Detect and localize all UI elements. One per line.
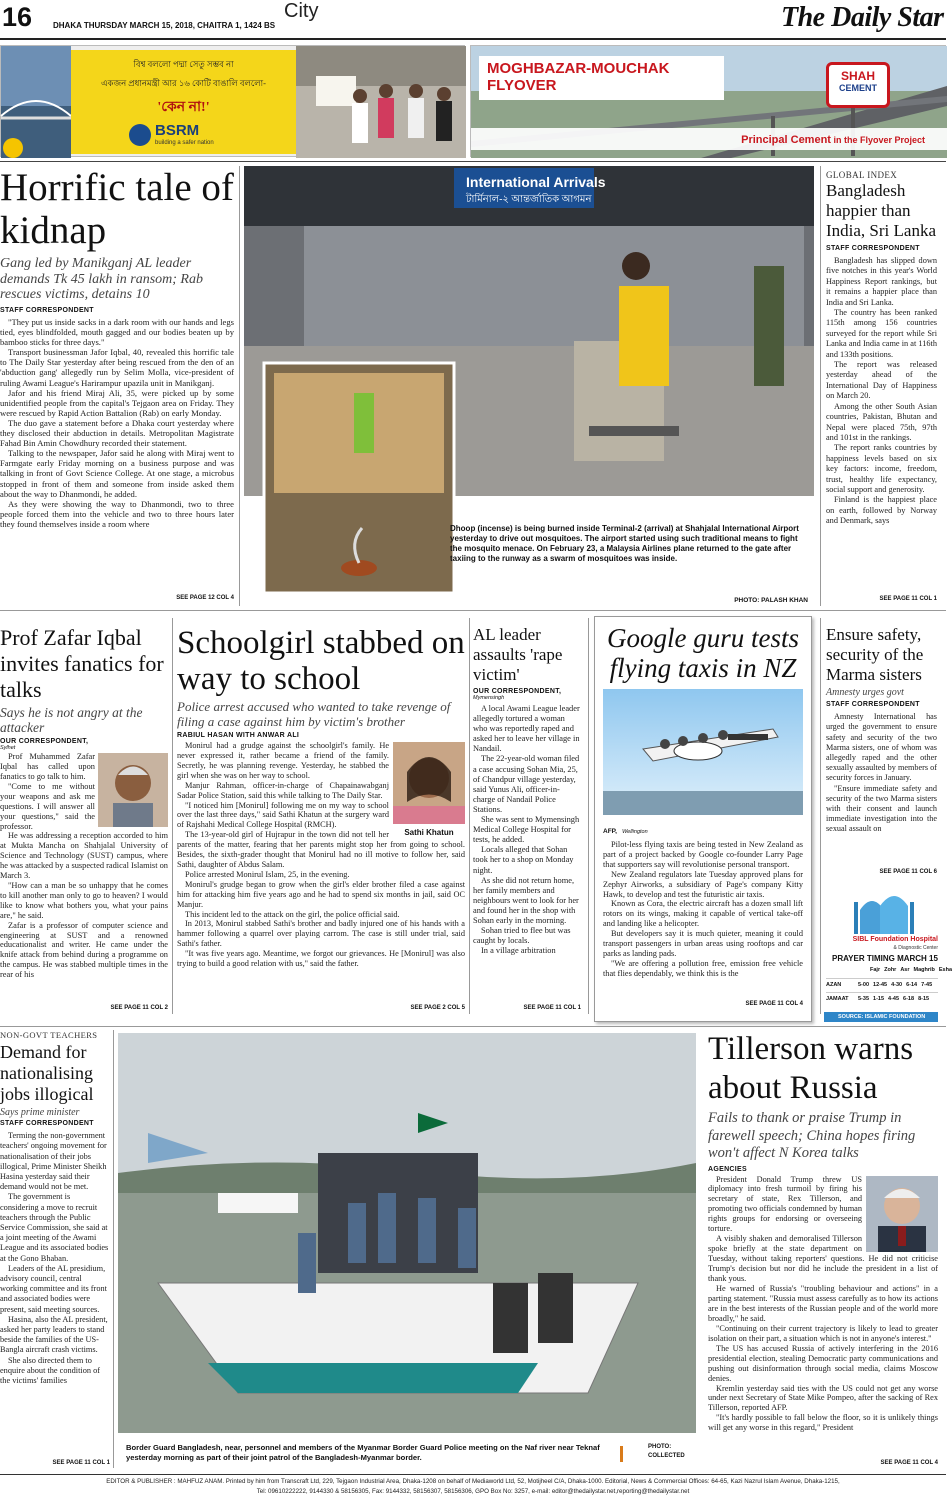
schoolgirl-para: Manjur Rahman, officer-in-charge of Chapainawabganj Sadar Police Station, said this while talking to The Daily Star. bbox=[177, 780, 389, 800]
google-headline: Google guru tests flying taxis in NZ bbox=[607, 623, 799, 683]
kidnap-para: "They put us inside sacks in a dark room with our hands and legs tied, eyes blindfolded, mouth gagged and our bodies beaten up by bamboo sticks for three days." bbox=[0, 317, 234, 348]
teachers-kicker: NON-GOVT TEACHERS bbox=[0, 1030, 98, 1040]
column-rule bbox=[820, 618, 821, 1014]
shah-cement-ad bbox=[470, 45, 946, 157]
zafar-para: "How can a man be so unhappy that he comes to kill another man only to go to heaven? I would like to know what bothers you, what your pains are," he said. bbox=[0, 881, 168, 920]
happiness-para: The report was released yesterday ahead of the International Day of Happiness on March 20. bbox=[826, 360, 937, 401]
zafar-place: Sylhet bbox=[0, 745, 16, 752]
prayer-row bbox=[826, 978, 938, 988]
prayer-header-row bbox=[826, 967, 952, 973]
flyover-title-line2: FLYOVER bbox=[487, 77, 557, 94]
prayer-time: 4-45 bbox=[888, 996, 900, 1002]
happiness-jump: SEE PAGE 11 COL 1 bbox=[879, 596, 937, 602]
ad-rule bbox=[0, 161, 946, 162]
teachers-body bbox=[0, 1131, 110, 1386]
kidnap-story bbox=[0, 166, 234, 604]
kidnap-para: As they were showing the way to Dhanmondi, two to three people forced them into the vehicle and two to three hours later they found themselves inside a room where bbox=[0, 498, 234, 529]
mosque-icon bbox=[852, 888, 916, 934]
marma-body bbox=[826, 712, 937, 834]
happiness-story bbox=[826, 170, 937, 606]
border-photo-block bbox=[118, 1033, 696, 1468]
kidnap-byline: STAFF CORRESPONDENT bbox=[0, 307, 94, 315]
prayer-row-label: AZAN bbox=[826, 982, 842, 988]
bridge-graphic bbox=[1, 46, 71, 158]
tillerson-story bbox=[708, 1030, 938, 1468]
prayer-title: PRAYER TIMING MARCH 15 bbox=[832, 954, 938, 963]
section-title: City bbox=[284, 0, 319, 22]
column-rule bbox=[172, 618, 173, 1014]
masthead bbox=[0, 0, 946, 40]
teachers-headline: Demand for nationalising jobs illogical bbox=[0, 1042, 94, 1104]
footer-imprint: EDITOR & PUBLISHER : MAHFUZ ANAM. Printed by him from Transcraft Ltd, 229, Tejgaon Industrial Area, Dhaka-1208 on behalf of Mediaworld Ltd, 52, Motijheel C/A, Dhaka-1000. Editorial, News & Commercial Offices: 64-65, Kazi Nazrul Islam Avenue, Dhaka-1215, bbox=[106, 1478, 840, 1485]
column-rule bbox=[239, 166, 240, 606]
happiness-para: Finland is the happiest place on earth, followed by Norway and Denmark, says bbox=[826, 495, 937, 526]
google-para: New Zealand regulators late Tuesday approved plans for Zephyr Airworks, a subsidiary of Page's company Kitty Hawk, to develop and test the futuristic air taxis. bbox=[603, 869, 803, 899]
al-para: In a village arbitration bbox=[481, 946, 556, 956]
happiness-para: The report ranks countries by happiness levels based on six key factors: income, freedom, trust, healthy life expectancy, social support and generosity. bbox=[826, 443, 937, 494]
bsrm-text-panel bbox=[71, 50, 296, 154]
dateline: DHAKA THURSDAY MARCH 15, 2018, CHAITRA 1, 1424 BS bbox=[53, 21, 276, 30]
prayer-time: 7-45 bbox=[921, 982, 933, 988]
google-credit-place: Wellington bbox=[622, 829, 648, 835]
airport-photo-block bbox=[244, 166, 814, 604]
schoolgirl-deck: Police arrest accused who wanted to take revenge of filing a case against him by victim's brother bbox=[177, 699, 451, 729]
google-jump: SEE PAGE 11 COL 4 bbox=[745, 1001, 803, 1007]
al-jump: SEE PAGE 11 COL 1 bbox=[523, 1005, 581, 1011]
schoolgirl-para: Monirul had a grudge against the schoolgirl's family. He never expressed it, rather became a friend of the family. Secretly, he was planning revenge. Yesterday, he stabbed the girl when she was on her way to school. bbox=[177, 741, 389, 780]
happiness-para: Bangladesh has slipped down five notches in this year's World Happiness Report rankings, but it remains a happier place than India and Sri Lanka. bbox=[826, 256, 937, 307]
prayer-sponsor: SIBL Foundation Hospital bbox=[852, 936, 938, 943]
shah-footer-strong: Principal Cement bbox=[741, 134, 831, 146]
schoolgirl-para: This incident led to the attack on the girl, the police official said. bbox=[185, 909, 400, 919]
border-guard-photo bbox=[118, 1033, 696, 1433]
sathi-caption: Sathi Khatun bbox=[404, 828, 454, 838]
teachers-story bbox=[0, 1030, 110, 1468]
border-credit: COLLECTED bbox=[648, 1453, 685, 1459]
schoolgirl-headline: Schoolgirl stabbed on way to school bbox=[177, 625, 465, 697]
happiness-byline: STAFF CORRESPONDENT bbox=[826, 245, 920, 252]
google-para: But developers say it is much quieter, meaning it could transport passengers in urban areas using rooftops and car parks as landing pads. bbox=[603, 929, 803, 958]
schoolgirl-para: Police arrested Monirul Islam, 25, in the evening. bbox=[185, 869, 350, 879]
bsrm-brand: BSRM bbox=[155, 122, 200, 139]
shah-footer-bar bbox=[471, 128, 947, 150]
schoolgirl-para: The 13-year-old girl of Hujrapur in the town did not tell her parents of the matter, fearing that her parents might stop her from going to school. Besides, the sixth-grader thought that Monirul had no ill motive to follow her, said Sathi, daughter of Abdus Salam. bbox=[177, 830, 465, 869]
al-leader-story bbox=[473, 625, 581, 1015]
prayer-time: 6-18 bbox=[903, 996, 915, 1002]
sathi-photo bbox=[393, 742, 465, 824]
kidnap-para: The duo gave a statement before a Dhaka court yesterday where they disclosed their abduction in details. Metropolitan Magistrate Fahad Bin Amin Chowdhury recorded their statement. bbox=[0, 417, 234, 449]
border-credit-label: PHOTO: bbox=[648, 1444, 672, 1450]
tillerson-jump: SEE PAGE 11 COL 4 bbox=[880, 1460, 938, 1466]
row-rule bbox=[0, 610, 946, 611]
prayer-table bbox=[826, 967, 952, 1002]
kidnap-para: Jafor and his friend Miraj Ali, 35, were picked up by some unidentified people from the capital's Tejgaon area on Friday. They were rescued by Rapid Action Battalion (Rab) on early Monday. bbox=[0, 387, 234, 418]
google-credit-agency: AFP, bbox=[603, 828, 617, 835]
tillerson-para: He warned of Russia's "troubling behaviour and actions" in a parting statement. "Russia must assess carefully as to how its actions are in the best interests of the Russian people and of the world more broadly," he said. bbox=[708, 1283, 938, 1323]
prayer-time: 12-45 bbox=[873, 982, 888, 988]
zafar-deck: Says he is not angry at the attacker bbox=[0, 705, 143, 736]
happiness-headline: Bangladesh happier than India, Sri Lanka bbox=[826, 181, 936, 240]
kidnap-deck: Gang led by Manikganj AL leader demands Tk 45 lakh in ransom; Rab rescues victims, detains 10 bbox=[0, 256, 203, 303]
happiness-para: Among the other South Asian countries, Pakistan, Bhutan and Nepal were placed 75th, 97th and 101st in the rankings. bbox=[826, 401, 937, 442]
tillerson-para: "Continuing on their current trajectory is likely to lead to greater isolation on their part, a situation which is not in anyone's interest." bbox=[708, 1323, 938, 1343]
shah-logo-line1: SHAH bbox=[840, 69, 875, 83]
prayer-header: Esha bbox=[938, 967, 952, 973]
google-para: "We are offering a pollution free, emission free vehicle that flies dependably, we think this is the bbox=[603, 958, 803, 978]
bsrm-line1: বিশ্ব বললো পদ্মা সেতু সম্ভব না bbox=[133, 59, 234, 69]
prayer-time: 6-14 bbox=[906, 982, 918, 988]
al-para: Sohan tried to flee but was caught by locals. bbox=[473, 926, 571, 946]
schoolgirl-jump: SEE PAGE 2 COL 5 bbox=[410, 1005, 465, 1011]
marma-jump: SEE PAGE 11 COL 6 bbox=[879, 869, 937, 875]
zafar-para: He was addressing a reception accorded to him at Mukta Mancha on Shahjalal University of Science and Technology (SUST) campus, where he was attacked by a suspected radical Islamist on March 3. bbox=[0, 831, 168, 881]
kidnap-para: Transport businessman Jafor Iqbal, 40, revealed this horrific tale to The Daily Star yesterday after being rescued from the den of an 'abduction gang' allegedly run by Selim Molla, vice-president of ruling Awami League's Harirampur upazila unit in Manikganj. bbox=[0, 347, 234, 388]
prayer-header: Asr bbox=[900, 967, 910, 973]
al-place: Mymensingh bbox=[473, 695, 505, 701]
tillerson-para: President Donald Trump threw US diplomacy into fresh turmoil by firing his secretary of state, Rex Tillerson, and promoting two officials condemned by human rights groups for endorsing or overseeing torture. bbox=[708, 1174, 862, 1234]
prayer-row bbox=[826, 992, 938, 1002]
prayer-header: Maghrib bbox=[913, 967, 935, 973]
teachers-para: She also directed them to enquire about the condition of the victims' families bbox=[0, 1355, 100, 1386]
prayer-row-label: JAMAAT bbox=[826, 996, 849, 1002]
prayer-header: Fajr bbox=[870, 967, 881, 973]
prayer-time: 1-15 bbox=[873, 996, 885, 1002]
schoolgirl-para: In 2013, Monirul stabbed Sathi's brother and badly injured one of his hands with a hammer following a quarrel over playing carrom. The case is still under trial, said Sathi's father. bbox=[177, 919, 465, 949]
kidnap-jump: SEE PAGE 12 COL 4 bbox=[176, 595, 234, 601]
marma-para: Amnesty International has urged the government to ensure safety and security of the two Marma sisters, one of whom was allegedly raped and the other sexually assaulted by members of security forces in January. bbox=[826, 712, 937, 783]
marma-story bbox=[826, 625, 937, 879]
prayer-time: 5-35 bbox=[858, 996, 870, 1002]
footer-rule bbox=[0, 1474, 946, 1475]
kidnap-headline: Horrific tale of kidnap bbox=[0, 166, 234, 252]
sathi-photo-block bbox=[393, 742, 465, 837]
teachers-byline: STAFF CORRESPONDENT bbox=[0, 1120, 94, 1128]
tillerson-para: Kremlin yesterday said ties with the US could not get any worse under next Secretary of State Mike Pompeo, after the sacking of Rex Tillerson, reported AFP. bbox=[708, 1383, 938, 1413]
column-rule bbox=[588, 618, 589, 1014]
bsrm-ad bbox=[0, 45, 465, 157]
shah-cement-logo bbox=[826, 62, 890, 108]
zafar-byline: OUR CORRESPONDENT, bbox=[0, 738, 89, 746]
al-para: She was sent to Mymensingh Medical College Hospital for tests, he added. bbox=[473, 815, 580, 845]
teachers-para: The government is considering a move to recruit teachers through the Public Service Commission, she said at a joint meeting of the Awami League and its associated bodies at the Gono Bhaban. bbox=[0, 1192, 109, 1263]
zafar-story bbox=[0, 625, 168, 1015]
border-caption: Border Guard Bangladesh, near, personnel and members of the Myanmar Border Guard Police meeting on the Naf river near Teknaf yesterday morning as part of their joint patrol of the Bangladesh-Myanmar border. bbox=[126, 1443, 600, 1462]
bsrm-logo-icon bbox=[129, 124, 151, 146]
prayer-time: 4-30 bbox=[891, 982, 903, 988]
column-rule bbox=[113, 1030, 114, 1468]
zafar-para: Prof Muhammed Zafar Iqbal has called upon fanatics to go talk to him. bbox=[0, 752, 95, 782]
google-credit bbox=[603, 818, 803, 837]
zafar-para: Zafar is a professor of computer science and engineering at SUST and a renowned educationalist and writer. He came under the knife attack from behind during a programme on the campus. He was stabbed multiple times in the rear of his bbox=[0, 920, 168, 980]
page-number: 16 bbox=[2, 2, 33, 32]
happiness-para: The country has been ranked 115th among 156 countries surveyed for the report while Sri Lanka and India came in at 116th and 133th positions. bbox=[826, 308, 937, 359]
google-para: Pilot-less flying taxis are being tested in New Zealand as part of a project backed by Google co-founder Larry Page that supporters say will revolutionise personal transport. bbox=[603, 840, 803, 869]
airport-caption: Dhoop (incense) is being burned inside Terminal-2 (arrival) at Shahjalal International Airport yesterday to drive out mosquitoes. The airport started using such traditional means to fight the mosquito menace. On February 23, a Malaysia Airlines plane returned to the gate after taxiing to the runway as a swarm of mosquitoes was inside. bbox=[450, 524, 799, 563]
al-para: As she did not return home, her family members and neighbours went to look for her and found her in the shop with Sohan early in the morning. bbox=[473, 875, 579, 925]
bsrm-line3: 'কেন না!' bbox=[157, 100, 210, 115]
ceremony-photo bbox=[296, 46, 466, 158]
masthead-rule bbox=[0, 38, 946, 40]
al-headline: AL leader assaults 'rape victim' bbox=[473, 625, 563, 684]
marma-byline: STAFF CORRESPONDENT bbox=[826, 701, 920, 709]
bsrm-tagline: building a safer nation bbox=[155, 140, 214, 146]
arrivals-sign: International Arrivals bbox=[466, 174, 606, 190]
arrivals-sign-bengali: টার্মিনাল-২ আন্তর্জাতিক আগমন bbox=[466, 194, 592, 205]
kidnap-para: Talking to the newspaper, Jafor said he along with Miraj went to Farmgate early Friday morning on a business purpose and was talking in front of Govt Science College. At one stage, a microbus stopped in front of them and someone from inside asked them about the way to Dhanmondi, he added. bbox=[0, 448, 234, 499]
schoolgirl-para: Monirul's grudge began to grow when the girl's elder brother filed a case against him for attacking him five years ago and he had to spend six months in jail, said OC Manjur. bbox=[177, 879, 465, 909]
row-rule bbox=[0, 1026, 946, 1027]
teachers-para: Terming the non-government teachers' ongoing movement for nationalisation of their jobs illogical, Prime Minister Sheikh Hasina yesterday said their demand would not be met. bbox=[0, 1131, 107, 1192]
schoolgirl-para: "It was five years ago. Meantime, we forgot our grievances. He [Monirul] was also trying to build a good relation with us," said the father. bbox=[177, 949, 465, 969]
happiness-kicker: GLOBAL INDEX bbox=[826, 170, 898, 180]
bsrm-line2: একজন প্রধানমন্ত্রী আর ১৬ কোটি বাঙালি বললো- bbox=[101, 78, 266, 88]
column-rule bbox=[820, 166, 821, 606]
paper-logo: The Daily Star bbox=[781, 2, 944, 33]
tillerson-para: "It's hardly possible to fall below the floor, so it is unlikely things will get any worse in this regard," President bbox=[708, 1413, 938, 1433]
schoolgirl-para: "I noticed him [Monirul] following me on my way to school over the last three days," said Sathi Khatun at the surgery ward of Rajshahi Medical College Hospital (RMCH). bbox=[177, 800, 389, 830]
google-para: Known as Cora, the electric aircraft has a dozen small lift rotors on its wings, making it capable of vertical take-off and landing like a helicopter. bbox=[603, 899, 803, 929]
teachers-para: Leaders of the AL presidium, advisory council, central working committee and its front and associated bodies were present, said meeting sources. bbox=[0, 1263, 107, 1314]
tillerson-photo bbox=[866, 1176, 938, 1252]
flying-taxi-photo bbox=[603, 689, 803, 815]
prayer-time: 5-00 bbox=[858, 982, 870, 988]
happiness-body bbox=[826, 256, 937, 527]
schoolgirl-byline: RABIUL HASAN WITH ANWAR ALI bbox=[177, 732, 300, 740]
prayer-sponsor-sub: & Diagnostic Center bbox=[893, 945, 938, 951]
teachers-deck: Says prime minister bbox=[0, 1107, 80, 1118]
al-para: A local Awami League leader allegedly tortured a woman who was reportedly raped and asked her to leave her village in Nandail. bbox=[473, 704, 580, 754]
schoolgirl-story bbox=[177, 625, 465, 1015]
google-body bbox=[603, 840, 803, 979]
tillerson-deck: Fails to thank or praise Trump in farewell speech; China hopes firing won't affect N Korea talks bbox=[708, 1110, 916, 1161]
marma-para: "Ensure immediate safety and security of the two Marma sisters with their consent and launch immediate investigation into the sexual assault on bbox=[826, 783, 937, 834]
column-rule bbox=[469, 618, 470, 1014]
tillerson-para: The US has accused Russia of actively interfering in the 2016 presidential election, stealing Democratic party communications and pushing out disinformation through social media, claims Moscow denies. bbox=[708, 1343, 938, 1383]
shah-footer-rest: in the Flyover Project bbox=[830, 135, 925, 145]
zafar-headline: Prof Zafar Iqbal invites fanatics for talks bbox=[0, 625, 164, 702]
airport-photo-credit: PHOTO: PALASH KHAN bbox=[734, 597, 808, 604]
al-para: Locals alleged that Sohan took her to a shop on Monday night. bbox=[473, 845, 574, 875]
al-para: The 22-year-old woman filed a case accusing Sohan Mia, 25, of Chandpur village yesterday, said Yunus Ali, officer-in-charge of Nandail Police Stations. bbox=[473, 754, 580, 814]
shah-logo-line2: CEMENT bbox=[839, 83, 877, 93]
google-story bbox=[594, 616, 812, 1022]
prayer-header: Zohr bbox=[884, 967, 897, 973]
teachers-jump: SEE PAGE 11 COL 1 bbox=[52, 1460, 110, 1466]
flyover-title-line1: MOGHBAZAR-MOUCHAK bbox=[487, 60, 670, 77]
prayer-timing-box bbox=[824, 888, 952, 1022]
tillerson-para: A visibly shaken and demoralised Tillerson spoke briefly at the state department on Tuesday, without taking reporters' questions. He did not criticise Trump's decision but nor did he include the president in a list of thank yous. bbox=[708, 1234, 938, 1284]
zafar-para: "Come to me without your weapons and ask me questions. I will answer all your questions," said the professor. bbox=[0, 781, 95, 831]
prayer-source: SOURCE: ISLAMIC FOUNDATION bbox=[824, 1012, 938, 1022]
zafar-jump: SEE PAGE 11 COL 2 bbox=[110, 1005, 168, 1011]
al-byline: OUR CORRESPONDENT, bbox=[473, 688, 562, 695]
marma-headline: Ensure safety, security of the Marma sisters bbox=[826, 625, 924, 684]
prayer-time: 8-15 bbox=[918, 996, 930, 1002]
caption-accent bbox=[620, 1446, 623, 1462]
flyover-title-box bbox=[479, 56, 724, 100]
kidnap-body bbox=[0, 317, 234, 529]
zafar-photo bbox=[98, 753, 168, 827]
al-body bbox=[473, 704, 581, 956]
tillerson-byline: AGENCIES bbox=[708, 1165, 747, 1173]
incense-inset-photo bbox=[264, 363, 454, 593]
tillerson-headline: Tillerson warns about Russia bbox=[708, 1031, 914, 1106]
teachers-para: Hasina, also the AL president, asked her party leaders to stand beside the families of the US-Bangla aircraft crash victims. bbox=[0, 1314, 108, 1355]
footer-contacts: Tel: 09610222222, 9144330 & 58156305, Fax: 9144332, 58156307, 58156306, GPO Box No: 3257, e-mail: editor@thedailystar.net,reporting@thedailystar.net bbox=[256, 1488, 690, 1495]
marma-deck: Amnesty urges govt bbox=[826, 687, 904, 698]
